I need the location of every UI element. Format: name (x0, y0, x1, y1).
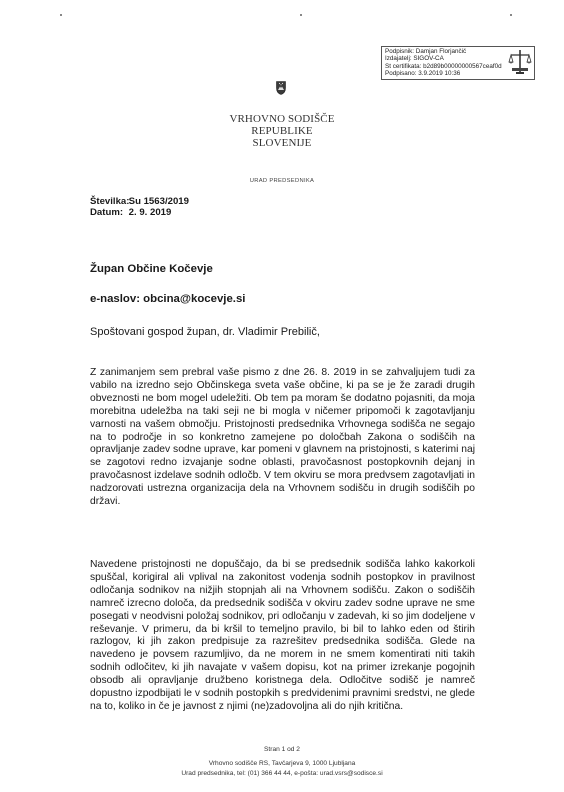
salutation: Spoštovani gospod župan, dr. Vladimir Prebilič, (90, 326, 320, 338)
page-footer (150, 745, 414, 779)
signature-certificate: Št certifikata: b2d89b00000000567ceaf0d (385, 62, 502, 70)
recipient-email: e-naslov: obcina@kocevje.si (90, 293, 246, 305)
scan-mark (300, 14, 302, 16)
scan-mark (510, 14, 512, 16)
date-value: 2. 9. 2019 (128, 207, 172, 218)
reference-date-row (90, 207, 189, 218)
scales-of-justice-icon (508, 48, 532, 78)
reference-number-row (90, 196, 189, 207)
body-paragraph-1: Z zanimanjem sem prebral vaše pismo z dne 26. 8. 2019 in se zahvaljujem tudi za vabilo na izredno sejo Občinskega sveta vaše občine, ki pa se je že zaradi drugih obveznosti ne bom mogel udeležiti. Ob tem pa moram še dodatno pojasniti, da moja morebitna udeležba na taki seji ne bi mogla v ničemer pripomoči k zagotavljanju varnosti na vašem območju. Pristojnosti predsednika Vrhovnega sodišča ne segajo na to področje in so konkretno zamejene po določbah Zakona o sodiščih na opravljanje zadev sodne uprave, kar pomeni v glavnem na pristojnosti, s katerimi naj se zagotovi redno izvajanje sodne oblasti, pravočasnost postopkovnih dejanj in pravočasnost izdelave sodnih odločb. V tem okviru se mora predvsem zagotavljati in nadzorovati ustrezna organizacija dela na Vrhovnem sodišču in drugih sodiščih po državi. (90, 367, 475, 508)
page-number: Stran 1 od 2 (264, 746, 300, 753)
signature-signer: Podpisnik: Damjan Florjančič (385, 48, 467, 55)
number-value: Su 1563/2019 (128, 196, 189, 207)
footer-contact: Urad predsednika, tel: (01) 366 44 44, e-pošta: urad.vsrs@sodisce.si (181, 770, 383, 777)
date-label: Datum: (90, 207, 124, 218)
signature-issuer: Izdajatelj: SIGOV-CA (385, 55, 444, 63)
court-name-line2: REPUBLIKE SLOVENIJE (251, 125, 313, 149)
slovenia-coat-of-arms-icon (276, 81, 286, 95)
court-name (222, 113, 342, 149)
body-paragraph-2: Navedene pristojnosti ne dopuščajo, da bi se predsednik sodišča lahko kakorkoli spuščal, korigiral ali vplival na zakonitost vodenja sodnih postopkov in pravilnost odločanja sodnikov na nižjih stopnjah ali na Vrhovnem sodišču. Zakon o sodiščih namreč izrecno določa, da predsednik sodišča v okviru zadev sodne uprave ne sme posegati v neodvisni položaj sodnikov, pri odločanju v zadevah, ki so jim dodeljene v reševanje. V primeru, da bi kršil to temeljno pravilo, bi bil to lahko eden od štirih razlogov, ki jih zakon predpisuje za razrešitev predsednika sodišča. Glede na navedeno je povsem razumljivo, da ne morem in ne smem komentirati niti takih sodnih odločitev, ki jih navajate v vašem dopisu, kot na primer izrekanje pogojnih obsodb ali opravljanje družbeno koristnega dela. Odločitve sodišč je namreč dopustno izpodbijati le v sodnih postopkih s predvidenimi pravnimi sredstvi, ne glede na to, koliko in če je javnost z njimi (ne)zadovoljna ali do njih kritična. (90, 559, 475, 712)
number-label: Številka: (90, 196, 130, 207)
office-name: URAD PREDSEDNIKA (249, 178, 315, 184)
electronic-signature-box (381, 46, 535, 80)
document-reference (90, 196, 189, 218)
recipient-name: Župan Občine Kočevje (90, 263, 213, 275)
scan-mark (60, 14, 62, 16)
signature-date: Podpisano: 3.9.2019 10:36 (385, 70, 461, 78)
footer-address: Vrhovno sodišče RS, Tavčarjeva 9, 1000 Ljubljana (208, 760, 356, 767)
court-name-line1: VRHOVNO SODIŠČE (229, 113, 335, 125)
